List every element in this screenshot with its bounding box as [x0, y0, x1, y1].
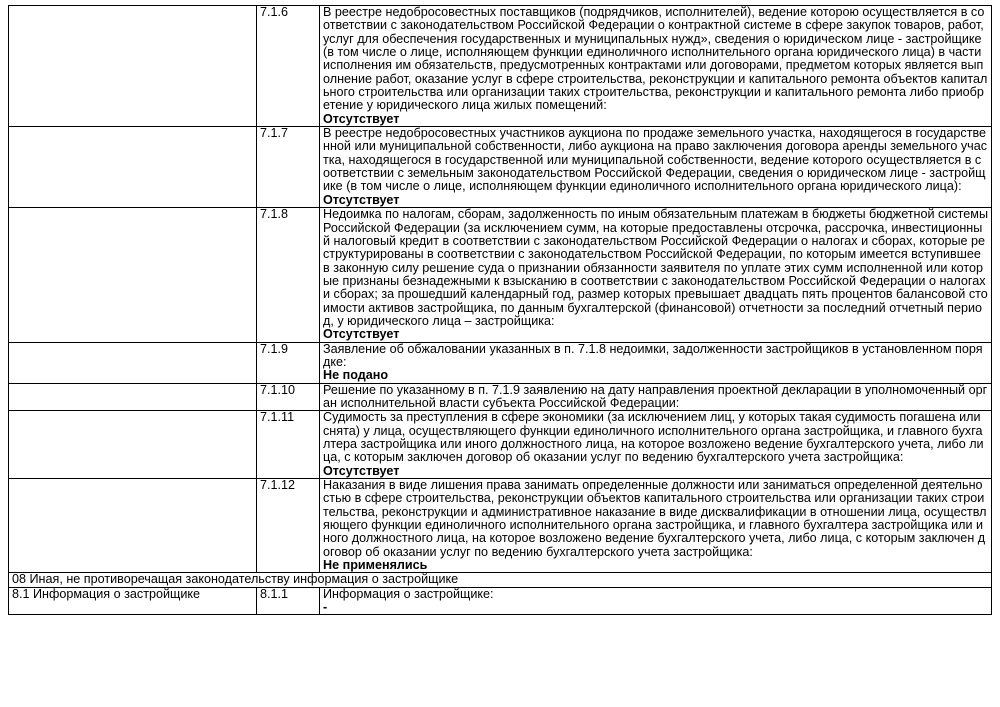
- row-content: [320, 587, 992, 615]
- section-row: [9, 573, 992, 587]
- row-content: [320, 479, 992, 573]
- row-question-text: В реестре недобросовестных поставщиков (подрядчиков, исполнителей), ведение которою осуществляется в соответствии с законодательством Российской Федерации о контрактной системе в сфере закупок товаров, работ, услуг для обеспечения государственных и муниципальных нужд», сведения о юридическом лице - застройщике (в том числе о лице, исполняющем функции единоличного исполнительного органа юридического лица) в части исполнения им обязательств, предусмотренных контрактами или договорами, предметом которых является выполнение работ, оказание услуг в сфере строительства, реконструкции и капитального ремонта объектов капитального строительства или организации таких строительства, реконструкции и капитального ремонта либо приобретение у юридического лица жилых помещений:: [323, 5, 988, 113]
- row-question-text: Судимость за преступления в сфере экономики (за исключением лиц, у которых такая судимость погашена или снята) у лица, осуществляющего функции единоличного исполнительного органа застройщика, и главного бухгалтера застройщика или иного должностного лица, на которое возложено ведение бухгалтерского учета, либо лица, с которым заключен договор об оказании услуг по ведению бухгалтерского учета застройщика:: [323, 410, 984, 465]
- row-number: 8.1.1: [257, 587, 320, 615]
- table-row: [9, 411, 992, 479]
- row-content: [320, 6, 992, 127]
- row-question-text: Недоимка по налогам, сборам, задолженность по иным обязательным платежам в бюджеты бюджетной системы Российской Федерации (за исключением сумм, на которые предоставлены отсрочка, рассрочка, инвестиционный налоговый кредит в соответствии с законодательством Российской Федерации о налогах и сборах, которые реструктурированы в соответствии с законодательством Российской Федерации, по которым имеется вступившее в законную силу решение суда о признании обязанности заявителя по уплате этих сумм исполненной или которые признаны безнадежными к взысканию в соответствии с законодательством Российской Федерации о налогах и сборах; за прошедший календарный год, размер которых превышает двадцать пять процентов балансовой стоимости активов застройщика, по данным бухгалтерской (финансовой) отчетности за последний отчетный период, у юридического лица – застройщика:: [323, 207, 989, 328]
- row-number: 7.1.10: [257, 383, 320, 411]
- row-answer: Отсутствует: [323, 327, 400, 342]
- row-label: 8.1 Информация о застройщике: [9, 587, 257, 615]
- row-number: 7.1.11: [257, 411, 320, 479]
- table-row: [9, 127, 992, 208]
- row-answer: Отсутствует: [323, 463, 400, 478]
- table-row: [9, 6, 992, 127]
- row-content: [320, 411, 992, 479]
- row-left-empty-cell: [9, 208, 257, 342]
- row-question-text: Заявление об обжаловании указанных в п. 7.1.8 недоимки, задолженности застройщиков в установленном порядке:: [323, 342, 983, 369]
- row-content: [320, 383, 992, 411]
- row-left-empty-cell: [9, 6, 257, 127]
- table-row: [9, 479, 992, 573]
- table-row: [9, 208, 992, 342]
- row-question-text: Наказания в виде лишения права занимать определенные должности или заниматься определенной деятельностью в сфере строительства, реконструкции объектов капитального строительства или организации таких строительства, реконструкции и административное наказание в виде дисквалификации в отношении лица, осуществляющего функции единоличного исполнительного органа застройщика, и главного бухгалтера застройщика или иного должностного лица, на которое возложено ведение бухгалтерского учета, либо лица, с которым заключен договор об оказании услуг по ведению бухгалтерского учета застройщика:: [323, 478, 987, 559]
- table-row: [9, 383, 992, 411]
- section-title: 08 Иная, не противоречащая законодательству информация о застройщике: [9, 573, 992, 587]
- row-content: [320, 208, 992, 342]
- table-row: [9, 342, 992, 383]
- row-number: 7.1.8: [257, 208, 320, 342]
- row-left-empty-cell: [9, 479, 257, 573]
- row-number: 7.1.12: [257, 479, 320, 573]
- row-answer: Отсутствует: [323, 111, 400, 126]
- row-answer: -: [323, 600, 328, 615]
- row-left-empty-cell: [9, 383, 257, 411]
- row-content: [320, 127, 992, 208]
- row-answer: Отсутствует: [323, 192, 400, 207]
- row-content: [320, 342, 992, 383]
- row-number: 7.1.7: [257, 127, 320, 208]
- row-left-empty-cell: [9, 127, 257, 208]
- row-left-empty-cell: [9, 411, 257, 479]
- row-question-text: В реестре недобросовестных участников аукциона по продаже земельного участка, находящегося в государственной или муниципальной собственности, либо аукциона на право заключения договора аренды земельного участка, находящегося в государственной или муниципальной собственности, ведение которого осуществляется в соответствии с земельным законодательством Российской Федерации, сведения о юридическом лице - застройщике (в том числе о лице, исполняющем функции единоличного исполнительного органа юридического лица):: [323, 126, 988, 194]
- row-answer: Не применялись: [323, 558, 428, 573]
- row-left-empty-cell: [9, 342, 257, 383]
- declaration-table: [8, 5, 992, 615]
- row-number: 7.1.9: [257, 342, 320, 383]
- row-question-text: Решение по указанному в п. 7.1.9 заявлению на дату направления проектной декларации в уполномоченный орган исполнительной власти субъекта Российской Федерации:: [323, 383, 988, 410]
- table-row: [9, 587, 992, 615]
- row-question-text: Информация о застройщике:: [323, 587, 494, 601]
- row-number: 7.1.6: [257, 6, 320, 127]
- row-answer: Не подано: [323, 368, 389, 383]
